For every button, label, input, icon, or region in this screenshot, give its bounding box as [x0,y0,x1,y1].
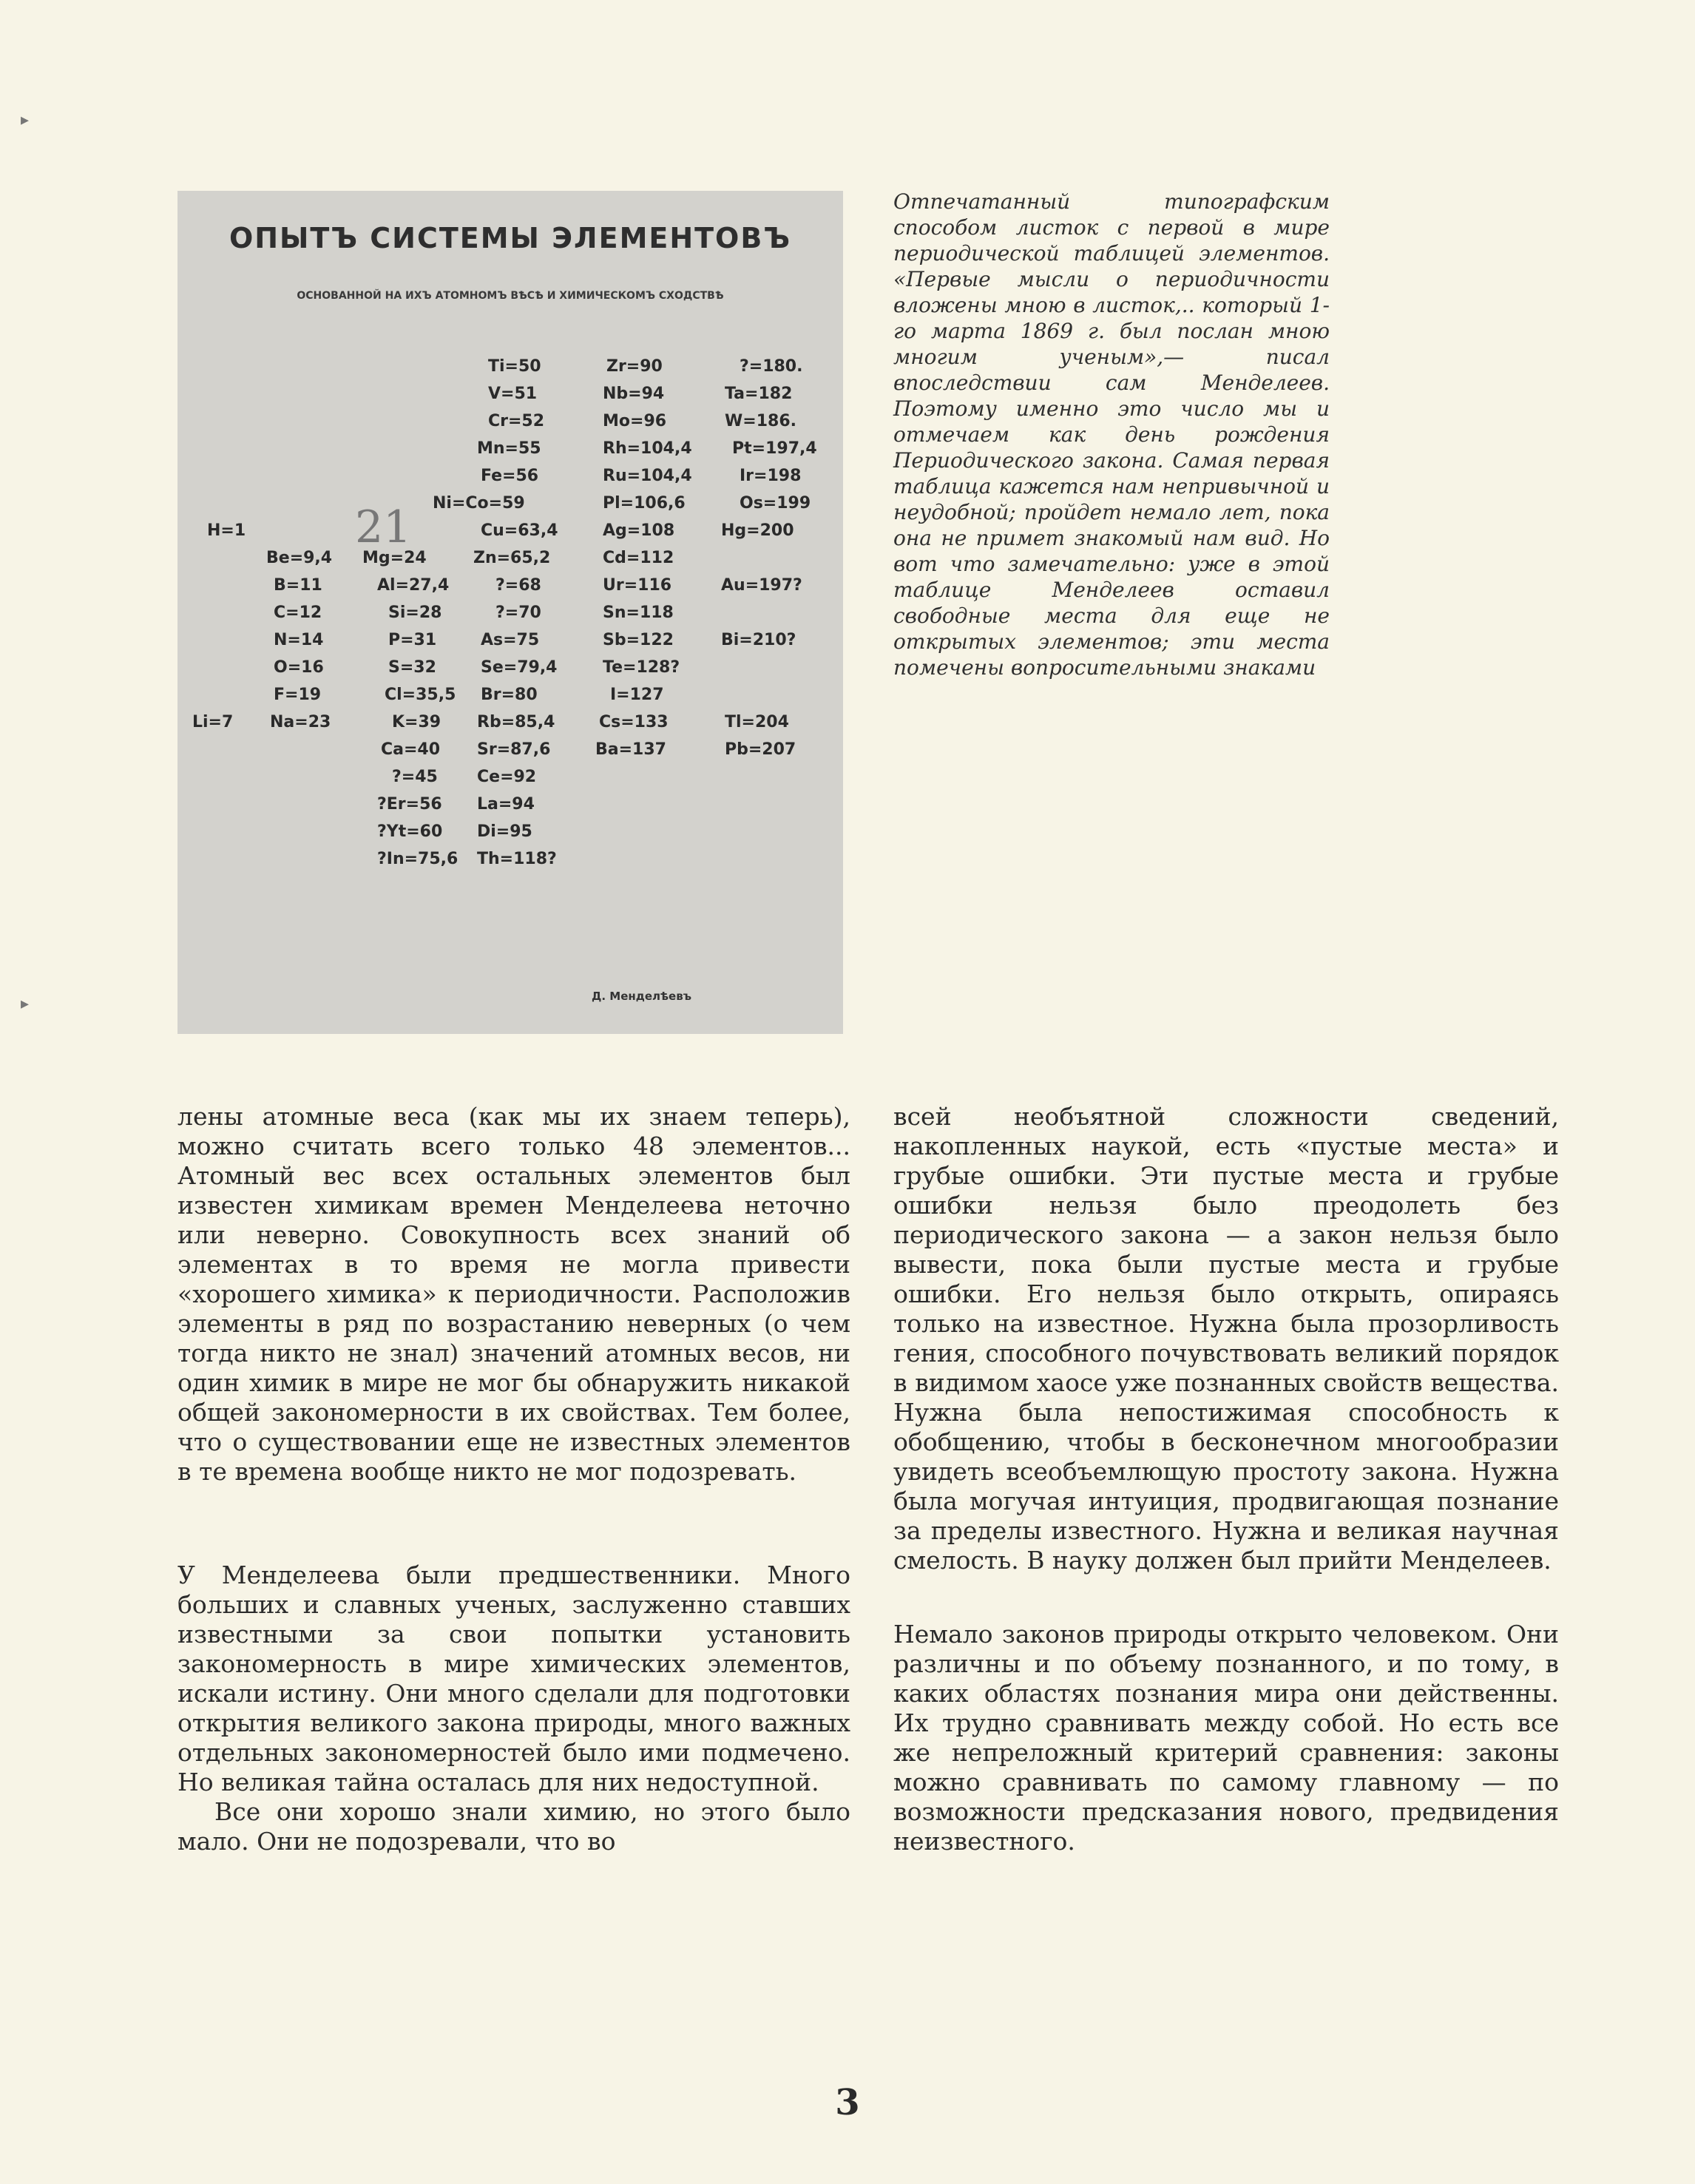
table-cell: Nb=94 [603,385,665,403]
table-cell: Mo=96 [603,412,667,430]
right-column [893,1102,1559,1856]
table-cell: Cr=52 [488,412,545,430]
table-cell: Cu=63,4 [481,521,558,540]
table-cell: Mn=55 [477,439,541,458]
table-cell: Ir=198 [740,467,802,485]
table-cell: K=39 [392,713,441,731]
page-number: 3 [835,2082,860,2123]
margin-mark-top: ▸ [21,111,30,129]
table-cell: Sr=87,6 [477,740,551,759]
table-cell: ?Yt=60 [377,822,443,841]
table-cell: Os=199 [740,494,811,513]
periodic-table-photo [177,191,843,1034]
table-cell: Ru=104,4 [603,467,692,485]
table-cell: Al=27,4 [377,576,450,595]
figure-signature: Д. Менделѣевъ [592,990,691,1003]
figure-caption: Отпечатанный типографским способом листок с первой в мире периодической таблицей элементов. «Первые мысли о периодичности вложены мною в листок,.. который 1-го марта 1869 г. был послан мною многим ученым»,— писал впоследствии сам Менделеев. Поэтому именно это число мы и отмечаем как день рождения Периодического закона. Самая первая таблица кажется нам непривычной и неудобной; пройдет немало лет, пока она не примет знакомый нам вид. Но вот что замечательно: уже в этой таблице Менделеев оставил свободные места для еще не открытых элементов; эти места помечены вопросительными знаками [893,189,1330,680]
figure-subtitle: ОСНОВАННОЙ НА ИХЪ АТОМНОМЪ ВѢСѢ И ХИМИЧЕСКОМЪ СХОДСТВѢ [297,290,724,302]
margin-mark-middle: ▸ [21,995,30,1013]
table-cell: Mg=24 [362,549,427,567]
right-paragraph-2: Немало законов природы открыто человеком. Они различны и по объему познанного, и по тому, в каких областях познания мира они действенны. Их трудно сравнивать между собой. Но есть все же непреложный критерий сравнения: законы можно сравнивать по самому главному — по возможности предсказания нового, предвидения неизвестного. [893,1620,1559,1856]
table-cell: Na=23 [270,713,331,731]
left-paragraph-1: лены атомные веса (как мы их знаем теперь), можно считать всего только 48 элементов... Атомный вес всех остальных элементов был известен химикам времен Менделеева неточно или неверно. Совокупность всех знаний об элементах в то время не могла привести «хорошего химика» к периодичности. Расположив элементы в ряд по возрастанию неверных (о чем тогда никто не знал) значений атомных весов, ни один химик в мире не мог бы обнаружить никакой общей закономерности в их свойствах. Тем более, что о существовании еще не известных элементов в те времена вообще никто не мог подозревать. [177,1102,850,1486]
table-cell: Ag=108 [603,521,675,540]
table-cell: P=31 [388,631,437,649]
handwritten-mark: 21 [355,501,412,553]
left-paragraph-2: У Менделеева были предшественники. Много больших и славных ученых, заслуженно ставших известными за свои попытки установить закономерность в мире химических элементов, искали истину. Они много сделали для подготовки открытия великого закона природы, много важных отдельных закономерностей было ими подмечено. Но великая тайна осталась для них недоступной. [177,1561,850,1796]
table-cell: Ce=92 [477,768,537,786]
table-cell: Te=128? [603,658,680,677]
table-cell: Se=79,4 [481,658,558,677]
table-cell: Ba=137 [595,740,666,759]
table-cell: Rh=104,4 [603,439,692,458]
table-cell: Hg=200 [721,521,794,540]
table-cell: Ur=116 [603,576,672,595]
table-cell: Fe=56 [481,467,539,485]
table-cell: ?=45 [392,768,438,786]
table-cell: As=75 [481,631,540,649]
table-cell: Li=7 [192,713,234,731]
table-cell: Cl=35,5 [385,686,456,704]
table-cell: La=94 [477,795,535,814]
table-cell: Tl=204 [725,713,789,731]
table-cell: Ta=182 [725,385,793,403]
table-cell: Sn=118 [603,604,674,622]
table-cell: H=1 [207,521,246,540]
table-cell: Be=9,4 [266,549,333,567]
figure-title: ОПЫТЪ СИСТЕМЫ ЭЛЕМЕНТОВЪ [229,222,792,254]
table-cell: I=127 [610,686,664,704]
table-cell: Br=80 [481,686,538,704]
table-cell: Bi=210? [721,631,796,649]
table-cell: Th=118? [477,850,557,868]
table-cell: Pl=106,6 [603,494,686,513]
table-cell: Zn=65,2 [473,549,551,567]
table-cell: Sb=122 [603,631,674,649]
table-cell: V=51 [488,385,538,403]
table-cell: Au=197? [721,576,802,595]
table-cell: N=14 [274,631,324,649]
table-cell: Cd=112 [603,549,674,567]
table-cell: Si=28 [388,604,442,622]
table-cell: Ca=40 [381,740,441,759]
table-cell: ?=180. [740,357,803,376]
left-paragraph-3: Все они хорошо знали химию, но этого было мало. Они не подозревали, что во [177,1797,850,1856]
table-cell: Pt=197,4 [732,439,817,458]
table-cell: F=19 [274,686,322,704]
table-cell: Rb=85,4 [477,713,555,731]
table-cell: C=12 [274,604,322,622]
left-column [177,1102,850,1856]
table-cell: O=16 [274,658,324,677]
right-paragraph-1: всей необъятной сложности сведений, накопленных наукой, есть «пустые места» и грубые ошибки. Эти пустые места и грубые ошибки нельзя было преодолеть без периодического закона — а закон нельзя было вывести, пока были пустые места и грубые ошибки. Его нельзя было открыть, опираясь только на известное. Нужна была прозорливость гения, способного почувствовать великий порядок в видимом хаосе уже познанных свойств вещества. Нужна была непостижимая способность к обобщению, чтобы в бесконечном многообразии увидеть всеобъемлющую простоту закона. Нужна была могучая интуиция, продвигающая познание за пределы известного. Нужна и великая научная смелость. В науку должен был прийти Менделеев. [893,1102,1559,1575]
table-cell: Ti=50 [488,357,541,376]
table-cell: Zr=90 [606,357,663,376]
table-cell: Di=95 [477,822,532,841]
table-cell: W=186. [725,412,796,430]
table-cell: Ni=Co=59 [433,494,525,513]
table-cell: Cs=133 [599,713,669,731]
table-cell: S=32 [388,658,436,677]
table-cell: ?=70 [495,604,541,622]
table-cell: Pb=207 [725,740,796,759]
table-cell: ?=68 [495,576,541,595]
table-cell: B=11 [274,576,322,595]
table-cell: ?In=75,6 [377,850,459,868]
table-cell: ?Er=56 [377,795,442,814]
